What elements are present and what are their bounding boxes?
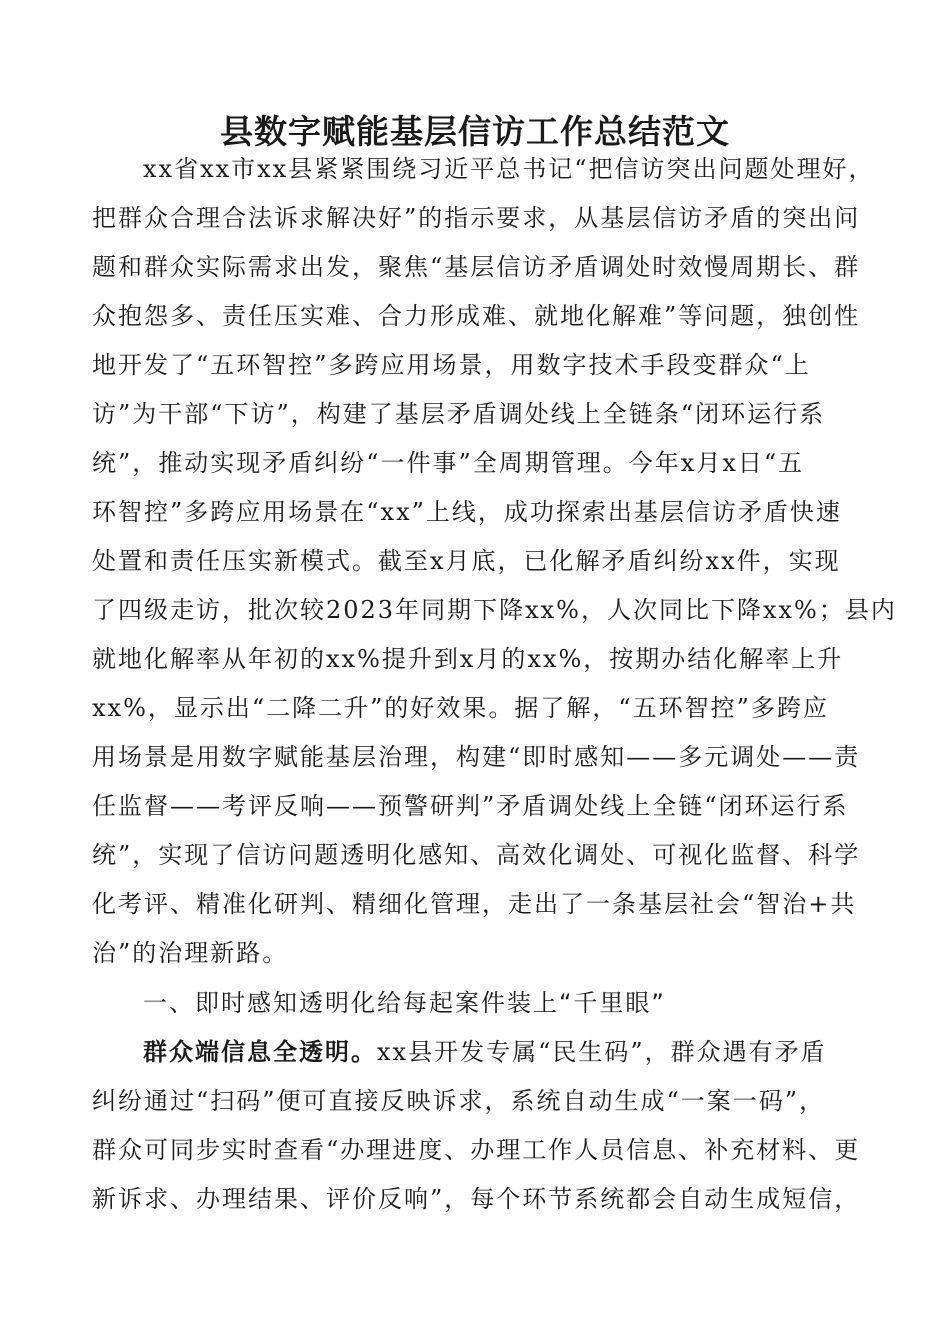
intro-line: 了四级走访，批次较2023年同期下降xx%，人次同比下降xx%；县内 [92,596,897,624]
intro-line: 统”，推动实现矛盾纠纷“一件事”全周期管理。今年x月x日“五 [92,449,805,477]
intro-line: xx%，显示出“二降二升”的好效果。据了解，“五环智控”多跨应 [92,694,829,722]
paragraph-first-line [143,1035,873,1069]
intro-line: 环智控”多跨应用场景在“xx”上线，成功探索出基层信访矛盾快速 [92,498,842,526]
intro-line: 化考评、精准化研判、精细化管理，走出了一条基层社会“智治+共 [92,890,857,918]
intro-line: 处置和责任压实新模式。截至x月底，已化解矛盾纠纷xx件，实现 [92,547,841,575]
intro-line: 用场景是用数字赋能基层治理，构建“即时感知——多元调处——责 [92,743,861,771]
document-title: 县数字赋能基层信访工作总结范文 [220,112,730,151]
paragraph-text: xx县开发专属“民生码”，群众遇有矛盾 [377,1038,827,1066]
intro-line: 治”的治理新路。 [92,939,289,967]
intro-line: 就地化解率从年初的xx%提升到x月的xx%，按期办结化解率上升 [92,645,844,673]
paragraph-line: 新诉求、办理结果、评价反响”，每个环节系统都会自动生成短信， [92,1185,861,1213]
bold-lead: 群众端信息全透明。 [143,1038,377,1066]
paragraph-line: 纠纷通过“扫码”便可直接反映诉求，系统自动生成“一案一码”， [92,1087,826,1115]
intro-line: 题和群众实际需求出发，聚焦“基层信访矛盾调处时效慢周期长、群 [92,253,861,281]
intro-line: xx省xx市xx县紧紧围绕习近平总书记“把信访突出问题处理好， [143,155,875,183]
intro-line: 众抱怨多、责任压实难、合力形成难、就地化解难”等问题，独创性 [92,302,861,330]
intro-line: 把群众合理合法诉求解决好”的指示要求，从基层信访矛盾的突出问 [92,204,861,232]
intro-line: 访”为干部“下访”，构建了基层矛盾调处线上全链条“闭环运行系 [92,400,826,428]
section-heading: 一、即时感知透明化给每起案件装上“千里眼” [143,989,666,1017]
paragraph-line: 群众可同步实时查看“办理进度、办理工作人员信息、补充材料、更 [92,1136,861,1164]
intro-line: 统”，实现了信访问题透明化感知、高效化调处、可视化监督、科学 [92,841,861,869]
intro-line: 地开发了“五环智控”多跨应用场景，用数字技术手段变群众“上 [92,351,811,379]
intro-line: 任监督——考评反响——预警研判”矛盾调处线上全链“闭环运行系 [92,792,849,820]
